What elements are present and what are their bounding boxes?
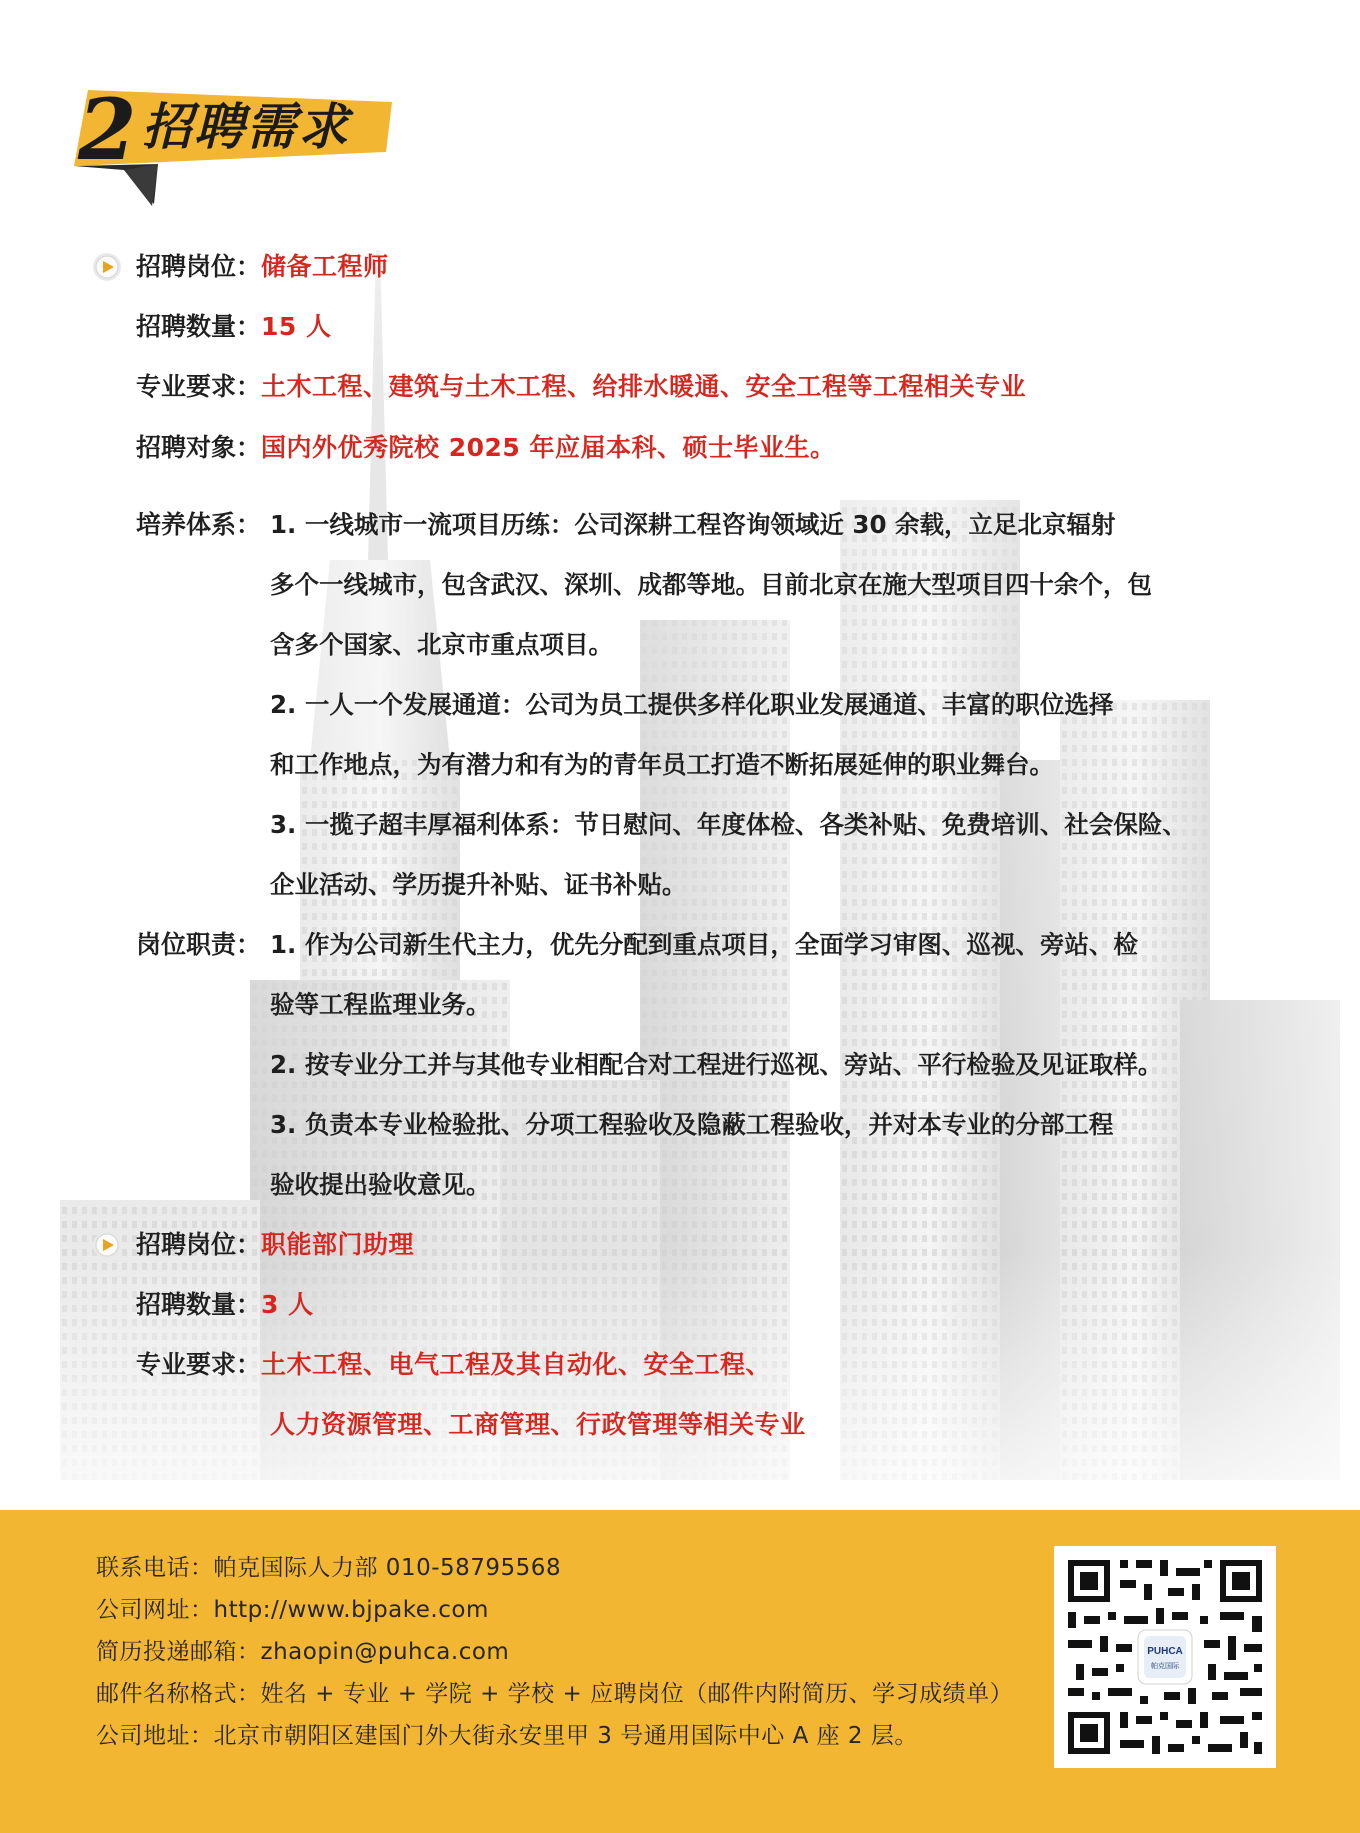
count-label: 招聘数量： [136, 312, 262, 341]
play-bullet-icon [92, 252, 122, 282]
count-label: 招聘数量： [136, 1290, 262, 1319]
position-row-1 [136, 252, 389, 282]
major-row-2 [136, 1350, 771, 1380]
count-value: 3 人 [261, 1290, 314, 1319]
duty-line: 2. 按专业分工并与其他专业相配合对工程进行巡视、旁站、平行检验及见证取样。 [270, 1050, 1163, 1079]
email-subject-format: 邮件名称格式：姓名 + 专业 + 学院 + 学校 + 应聘岗位（邮件内附简历、学习成绩单） [96, 1681, 1014, 1707]
training-line: 企业活动、学历提升补贴、证书补贴。 [270, 870, 687, 899]
position-row-2 [136, 1230, 414, 1260]
company-address: 公司地址：北京市朝阳区建国门外大街永安里甲 3 号通用国际中心 A 座 2 层。 [96, 1723, 918, 1749]
section-number: 2 [78, 80, 137, 179]
position-label: 招聘岗位： [136, 1230, 262, 1259]
training-label-text: 培养体系： [136, 510, 262, 539]
duty-line: 验收提出验收意见。 [270, 1170, 491, 1199]
target-value: 国内外优秀院校 2025 年应届本科、硕士毕业生。 [261, 433, 836, 462]
count-value: 15 人 [261, 312, 332, 341]
major-label: 专业要求： [136, 372, 262, 401]
training-line: 和工作地点，为有潜力和有为的青年员工打造不断拓展延伸的职业舞台。 [270, 750, 1054, 779]
duty-label [136, 930, 261, 960]
qr-code [1054, 1546, 1276, 1768]
training-line: 含多个国家、北京市重点项目。 [270, 630, 613, 659]
duty-line: 1. 作为公司新生代主力，优先分配到重点项目，全面学习审图、巡视、旁站、检 [270, 930, 1138, 959]
position-value: 储备工程师 [261, 252, 389, 281]
major-label: 专业要求： [136, 1350, 262, 1379]
target-label: 招聘对象： [136, 433, 262, 462]
contact-phone: 联系电话：帕克国际人力部 010-58795568 [96, 1555, 562, 1581]
major-value-cont: 人力资源管理、工商管理、行政管理等相关专业 [270, 1410, 806, 1439]
qr-code-icon [1054, 1546, 1276, 1768]
major-value: 土木工程、电气工程及其自动化、安全工程、 [261, 1350, 772, 1379]
duty-line: 验等工程监理业务。 [270, 990, 491, 1019]
count-row-1 [136, 312, 332, 342]
target-row [136, 433, 836, 463]
position-value: 职能部门助理 [261, 1230, 415, 1259]
major-value: 土木工程、建筑与土木工程、给排水暖通、安全工程等工程相关专业 [261, 372, 1027, 401]
resume-email[interactable]: 简历投递邮箱：zhaopin@puhca.com [96, 1639, 510, 1665]
training-line: 多个一线城市，包含武汉、深圳、成都等地。目前北京在施大型项目四十余个，包 [270, 570, 1152, 599]
qr-logo-subtext: 帕克国际 [1151, 1662, 1179, 1670]
play-bullet-icon [92, 1230, 122, 1260]
training-label [136, 510, 261, 540]
section-title: 招聘需求 [142, 98, 350, 156]
major-row-1 [136, 372, 1026, 402]
section-header [64, 80, 404, 208]
qr-logo-text: PUHCA [1147, 1646, 1183, 1657]
duty-label-text: 岗位职责： [136, 930, 262, 959]
count-row-2 [136, 1290, 314, 1320]
training-line: 1. 一线城市一流项目历练：公司深耕工程咨询领域近 30 余载，立足北京辐射 [270, 510, 1116, 539]
position-label: 招聘岗位： [136, 252, 262, 281]
company-website[interactable]: 公司网址：http://www.bjpake.com [96, 1597, 489, 1623]
training-line: 2. 一人一个发展通道：公司为员工提供多样化职业发展通道、丰富的职位选择 [270, 690, 1114, 719]
duty-line: 3. 负责本专业检验批、分项工程验收及隐蔽工程验收，并对本专业的分部工程 [270, 1110, 1114, 1139]
major-row-2-cont [270, 1410, 806, 1440]
contact-footer [0, 1510, 1360, 1833]
training-line: 3. 一揽子超丰厚福利体系：节日慰问、年度体检、各类补贴、免费培训、社会保险、 [270, 810, 1187, 839]
